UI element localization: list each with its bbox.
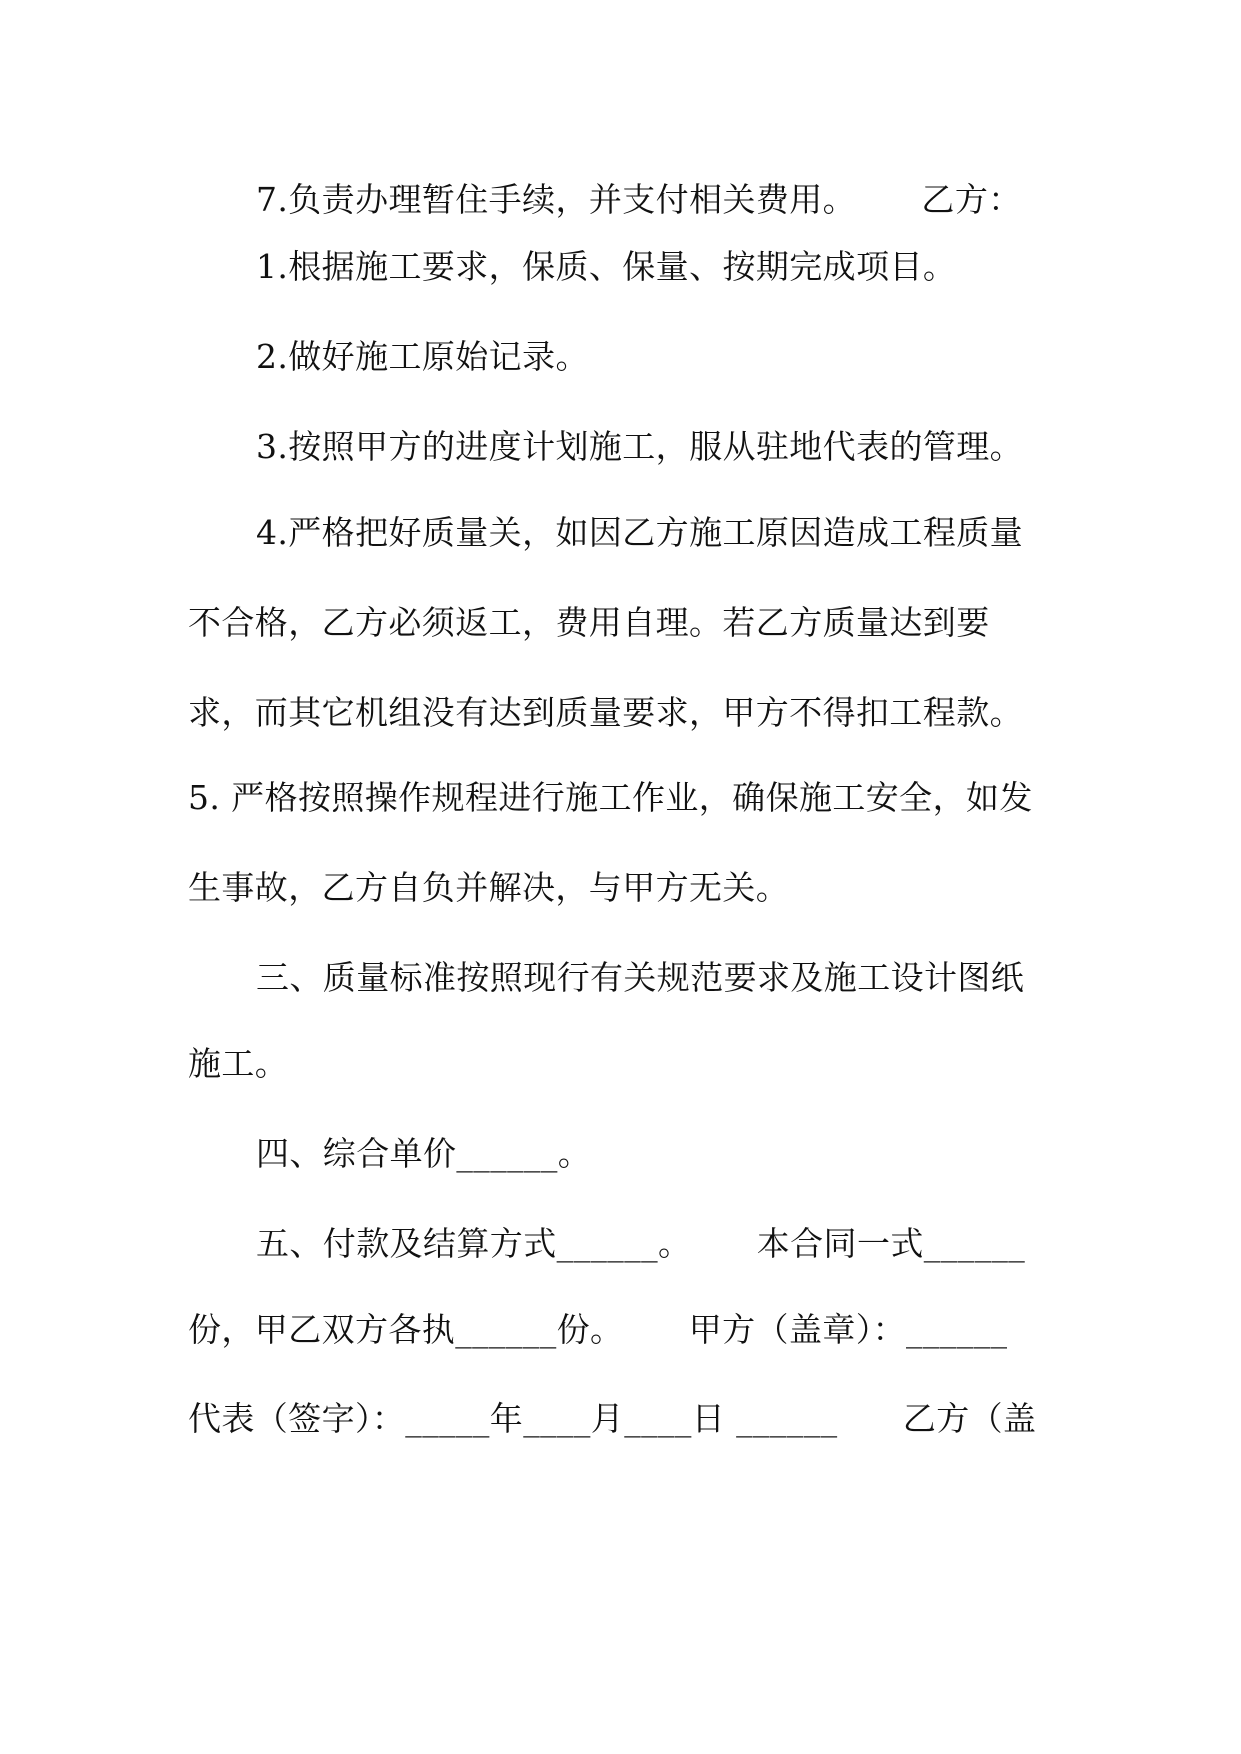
text-line: 不合格，乙方必须返工，费用自理。若乙方质量达到要: [188, 603, 990, 642]
text-line: 三、质量标准按照现行有关规范要求及施工设计图纸: [256, 958, 1025, 997]
text-line: 五、付款及结算方式______。 本合同一式______: [256, 1224, 1026, 1263]
text-line: 份，甲乙双方各执______份。 甲方（盖章）：______: [188, 1310, 1008, 1349]
text-line: 3.按照甲方的进度计划施工，服从驻地代表的管理。: [256, 427, 1024, 466]
text-line: 2.做好施工原始记录。: [256, 337, 589, 376]
text-line: 代表（签字）：_____年____月____日 ______ 乙方（盖: [188, 1399, 1037, 1438]
text-line: 四、综合单价______。: [256, 1134, 592, 1173]
text-line: 求，而其它机组没有达到质量要求，甲方不得扣工程款。: [188, 693, 1023, 732]
text-line: 4.严格把好质量关，如因乙方施工原因造成工程质量: [256, 513, 1024, 552]
text-line: 1.根据施工要求，保质、保量、按期完成项目。: [256, 247, 957, 286]
text-line: 7.负责办理暂住手续，并支付相关费用。 乙方：: [256, 180, 1022, 219]
text-line: 施工。: [188, 1044, 289, 1083]
text-line: 5. 严格按照操作规程进行施工作业，确保施工安全，如发: [188, 778, 1033, 817]
text-line: 生事故，乙方自负并解决，与甲方无关。: [188, 868, 790, 907]
